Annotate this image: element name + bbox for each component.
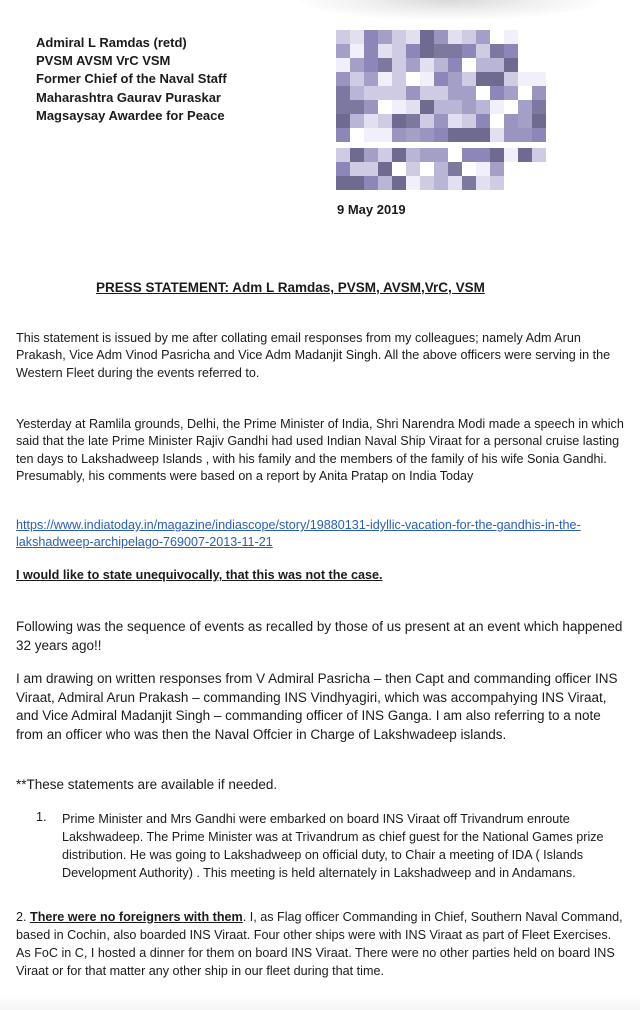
redaction-pixel bbox=[490, 162, 504, 176]
redaction-pixel bbox=[476, 114, 490, 128]
redaction-pixel bbox=[490, 100, 504, 114]
letterhead bbox=[36, 34, 227, 125]
redaction-pixel bbox=[420, 30, 434, 44]
redaction-pixel bbox=[532, 176, 546, 190]
redaction-pixel bbox=[336, 176, 350, 190]
redaction-pixel bbox=[532, 72, 546, 86]
redaction-pixel bbox=[350, 148, 364, 162]
redaction-pixel bbox=[392, 114, 406, 128]
redaction-pixel bbox=[518, 162, 532, 176]
redaction-pixel bbox=[406, 58, 420, 72]
page-top-shadow bbox=[300, 0, 600, 20]
redaction-pixel bbox=[406, 72, 420, 86]
page-bottom-fade bbox=[0, 994, 640, 1010]
redaction-pixel bbox=[434, 58, 448, 72]
redaction-pixel bbox=[420, 148, 434, 162]
list-item-2-lead: There were no foreigners with them bbox=[30, 910, 243, 924]
redaction-pixel bbox=[420, 128, 434, 142]
redaction-pixel bbox=[518, 72, 532, 86]
redaction-pixel bbox=[364, 100, 378, 114]
redaction-pixel bbox=[532, 114, 546, 128]
redaction-pixel bbox=[532, 44, 546, 58]
redaction-pixel bbox=[378, 58, 392, 72]
redaction-pixel bbox=[364, 148, 378, 162]
redaction-pixel bbox=[350, 100, 364, 114]
redaction-pixel bbox=[378, 148, 392, 162]
redaction-pixel bbox=[462, 162, 476, 176]
paragraph-sequence: Following was the sequence of events as recalled by those of us present at an event which happened 32 years ago!! bbox=[16, 619, 623, 653]
redaction-pixel bbox=[350, 30, 364, 44]
redaction-pixel bbox=[448, 72, 462, 86]
redaction-pixel bbox=[504, 162, 518, 176]
redaction-pixel bbox=[378, 176, 392, 190]
paragraph-sources: I am drawing on written responses from V Admiral Pasricha – then Capt and commanding officer INS Viraat, Admiral Arun Prakash – commanding INS Vindhyagiri, which was accompahying INS Viraat, and Vice Admiral Madanjit Singh – commanding officer of INS Ganga. I am also referring to a note from an officer who was then the Naval Offcier in Charge of Lakshwadeep islands. bbox=[16, 671, 618, 742]
paragraph-speech: Yesterday at Ramlila grounds, Delhi, the Prime Minister of India, Shri Narendra Modi made a speech in which said that the late Prime Minister Rajiv Gandhi had used Indian Naval Ship Viraat for a personal cruise lasting ten days to Lakshadweep Islands , with his family and the members of the family of his wife Sonia Gandhi. Presumably, his comments were based on a report by Anita Pratap on India Today bbox=[16, 417, 624, 484]
redaction-pixel bbox=[420, 162, 434, 176]
redaction-pixel bbox=[378, 100, 392, 114]
redaction-pixel bbox=[518, 58, 532, 72]
redaction-pixel bbox=[434, 128, 448, 142]
redaction-pixel bbox=[504, 30, 518, 44]
list-item-1-number: 1. bbox=[36, 810, 47, 824]
redaction-pixel bbox=[350, 58, 364, 72]
redaction-pixel bbox=[420, 72, 434, 86]
redaction-pixel bbox=[406, 162, 420, 176]
redaction-pixel bbox=[504, 100, 518, 114]
letter-date: 9 May 2019 bbox=[337, 202, 406, 217]
redaction-pixel bbox=[476, 86, 490, 100]
redaction-pixel bbox=[434, 114, 448, 128]
letterhead-title: Former Chief of the Naval Staff bbox=[36, 71, 227, 87]
redaction-pixel bbox=[336, 86, 350, 100]
redaction-pixel bbox=[392, 176, 406, 190]
redaction-pixel bbox=[518, 86, 532, 100]
paragraph-intro: This statement is issued by me after collating email responses from my colleagues; namely Adm Arun Prakash, Vice Adm Vinod Pasricha and Vice Adm Madanjit Singh. All the above officers were serving in the Western Fleet during the events referred to. bbox=[16, 331, 611, 380]
redaction-pixel bbox=[518, 148, 532, 162]
redaction-pixel bbox=[364, 72, 378, 86]
redaction-pixel bbox=[490, 72, 504, 86]
redaction-pixel bbox=[476, 176, 490, 190]
redaction-pixel bbox=[434, 176, 448, 190]
redaction-pixel bbox=[392, 86, 406, 100]
redaction-pixel bbox=[434, 30, 448, 44]
redaction-pixel bbox=[392, 58, 406, 72]
redaction-pixel bbox=[434, 100, 448, 114]
redaction-pixel bbox=[462, 114, 476, 128]
redaction-pixel bbox=[504, 176, 518, 190]
redaction-pixel bbox=[504, 72, 518, 86]
redaction-pixel bbox=[504, 148, 518, 162]
redaction-pixel bbox=[378, 86, 392, 100]
redaction-pixel bbox=[392, 100, 406, 114]
redaction-pixel bbox=[532, 86, 546, 100]
redaction-pixel bbox=[350, 128, 364, 142]
letterhead-name: Admiral L Ramdas (retd) bbox=[36, 35, 187, 50]
redaction-pixel bbox=[392, 148, 406, 162]
redaction-pixel bbox=[420, 114, 434, 128]
redaction-pixel bbox=[448, 114, 462, 128]
redaction-pixel bbox=[336, 114, 350, 128]
redaction-pixel bbox=[462, 72, 476, 86]
redaction-pixel bbox=[504, 44, 518, 58]
redaction-pixel bbox=[476, 44, 490, 58]
redaction-pixel bbox=[518, 100, 532, 114]
redaction-pixel bbox=[420, 58, 434, 72]
redaction-pixel bbox=[406, 176, 420, 190]
paragraph-availability: **These statements are available if needed. bbox=[16, 777, 278, 792]
statement-paragraph bbox=[16, 567, 626, 584]
redaction-pixel bbox=[462, 86, 476, 100]
redaction-pixel bbox=[462, 100, 476, 114]
redaction-pixel bbox=[532, 100, 546, 114]
redaction-pixel bbox=[336, 72, 350, 86]
redaction-pixel bbox=[490, 114, 504, 128]
redaction-pixel bbox=[392, 30, 406, 44]
redaction-pixel bbox=[378, 114, 392, 128]
redaction-pixel bbox=[350, 44, 364, 58]
redaction-pixel bbox=[448, 162, 462, 176]
redaction-pixel bbox=[406, 30, 420, 44]
redaction-pixel bbox=[476, 100, 490, 114]
press-statement-heading: PRESS STATEMENT: Adm L Ramdas, PVSM, AVSM,VrC, VSM bbox=[96, 280, 485, 295]
redaction-pixel bbox=[532, 30, 546, 44]
redaction-pixel bbox=[392, 44, 406, 58]
redaction-pixel bbox=[364, 44, 378, 58]
redaction-pixel bbox=[336, 30, 350, 44]
redaction-pixel bbox=[476, 58, 490, 72]
redaction-pixel bbox=[476, 30, 490, 44]
redaction-pixel bbox=[420, 44, 434, 58]
redaction-pixel bbox=[462, 176, 476, 190]
redaction-pixel bbox=[434, 44, 448, 58]
redaction-pixel bbox=[476, 72, 490, 86]
redaction-pixel bbox=[504, 114, 518, 128]
redaction-pixel bbox=[518, 44, 532, 58]
redaction-pixel bbox=[420, 100, 434, 114]
redaction-pixel bbox=[434, 162, 448, 176]
redaction-pixel bbox=[476, 128, 490, 142]
redaction-pixel bbox=[462, 58, 476, 72]
redaction-pixel bbox=[462, 44, 476, 58]
redaction-pixel bbox=[350, 114, 364, 128]
redaction-pixel bbox=[434, 86, 448, 100]
redaction-pixel bbox=[532, 58, 546, 72]
redaction-pixel bbox=[350, 86, 364, 100]
redaction-pixel bbox=[518, 176, 532, 190]
redaction-pixel bbox=[448, 176, 462, 190]
redaction-pixel bbox=[504, 128, 518, 142]
redaction-pixel bbox=[476, 148, 490, 162]
redaction-pixel bbox=[406, 44, 420, 58]
redaction-pixel bbox=[336, 128, 350, 142]
redaction-pixel bbox=[518, 30, 532, 44]
redaction-pixel bbox=[504, 58, 518, 72]
redaction-pixel bbox=[350, 72, 364, 86]
redaction-pixel bbox=[532, 148, 546, 162]
list-item-1-text: Prime Minister and Mrs Gandhi were embarked on board INS Viraat off Trivandrum enroute Lakshwadeep. The Prime Minister was at Trivandrum as chief guest for the National Games prize distribution. He was going to Lakshadweep on official duty, to Chair a meeting of IDA ( Islands Development Authority) . This meeting is held alternately in Lakshadweep and in Andamans. bbox=[62, 812, 604, 880]
link-paragraph bbox=[16, 517, 626, 552]
unequivocal-statement: I would like to state unequivocally, that this was not the case. bbox=[16, 568, 383, 582]
redaction-pixel bbox=[378, 44, 392, 58]
redaction-pixel bbox=[350, 162, 364, 176]
redaction-pixel bbox=[448, 86, 462, 100]
redaction-pixel bbox=[406, 100, 420, 114]
india-today-link[interactable]: https://www.indiatoday.in/magazine/indiascope/story/19880131-idyllic-vacation-for-the-gandhis-in-the-lakshadweep-archipelago-769007-2013-11-21 bbox=[16, 518, 581, 550]
list-item-2-number: 2. bbox=[16, 910, 27, 924]
redaction-pixel bbox=[364, 128, 378, 142]
redaction-pixel bbox=[462, 148, 476, 162]
redaction-pixel bbox=[490, 148, 504, 162]
redaction-pixel bbox=[532, 128, 546, 142]
redaction-pixel bbox=[406, 148, 420, 162]
redaction-pixel bbox=[364, 30, 378, 44]
redaction-pixel bbox=[532, 162, 546, 176]
letterhead-award-1: Maharashtra Gaurav Puraskar bbox=[36, 89, 221, 105]
redaction-pixel bbox=[490, 128, 504, 142]
list-item-2-text: . I, as Flag officer Commanding in Chief, Southern Naval Command, based in Cochin, also boarded INS Viraat. Four other ships were with INS Viraat as part of Fleet Exercises. As FoC in C, I hosted a dinner for them on board INS Viraat. There were no other parties held on board INS Viraat or for that matter any other ship in our fleet during that time. bbox=[16, 910, 623, 978]
redaction-pixel bbox=[462, 128, 476, 142]
redaction-pixel bbox=[448, 30, 462, 44]
redaction-pixel bbox=[490, 30, 504, 44]
redaction-pixel bbox=[490, 44, 504, 58]
redaction-pixel bbox=[364, 58, 378, 72]
redaction-pixel bbox=[336, 148, 350, 162]
redaction-pixel bbox=[448, 58, 462, 72]
redaction-pixel bbox=[350, 176, 364, 190]
redaction-pixel bbox=[434, 148, 448, 162]
redaction-pixel bbox=[504, 86, 518, 100]
redaction-pixel bbox=[336, 44, 350, 58]
redaction-pixel bbox=[336, 162, 350, 176]
redaction-pixel bbox=[518, 114, 532, 128]
redaction-pixel bbox=[378, 128, 392, 142]
redaction-pixel bbox=[392, 128, 406, 142]
letterhead-award-2: Magsaysay Awardee for Peace bbox=[36, 107, 225, 123]
redaction-pixel bbox=[420, 176, 434, 190]
redaction-pixel bbox=[448, 128, 462, 142]
letterhead-honours: PVSM AVSM VrC VSM bbox=[36, 53, 171, 69]
redaction-pixel bbox=[406, 128, 420, 142]
redaction-pixel bbox=[378, 30, 392, 44]
redaction-pixel bbox=[336, 100, 350, 114]
redaction-pixel bbox=[364, 114, 378, 128]
redaction-pixel bbox=[336, 58, 350, 72]
redaction-pixel bbox=[406, 114, 420, 128]
redaction-pixel bbox=[518, 128, 532, 142]
redaction-pixel bbox=[364, 176, 378, 190]
redaction-pixel bbox=[434, 72, 448, 86]
redaction-pixel bbox=[420, 86, 434, 100]
redaction-pixel bbox=[462, 30, 476, 44]
list-item-2 bbox=[16, 908, 626, 980]
redaction-pixel bbox=[406, 86, 420, 100]
redaction-pixel bbox=[392, 72, 406, 86]
redaction-pixel bbox=[476, 162, 490, 176]
redacted-address-block bbox=[336, 30, 546, 190]
redaction-pixel bbox=[378, 72, 392, 86]
redaction-pixel bbox=[392, 162, 406, 176]
redaction-pixel bbox=[364, 162, 378, 176]
redaction-pixel bbox=[448, 148, 462, 162]
redaction-pixel bbox=[378, 162, 392, 176]
redaction-pixel bbox=[490, 176, 504, 190]
redaction-pixel bbox=[364, 86, 378, 100]
redaction-pixel bbox=[490, 86, 504, 100]
redaction-pixel bbox=[490, 58, 504, 72]
redaction-pixel bbox=[448, 100, 462, 114]
redaction-pixel bbox=[448, 44, 462, 58]
